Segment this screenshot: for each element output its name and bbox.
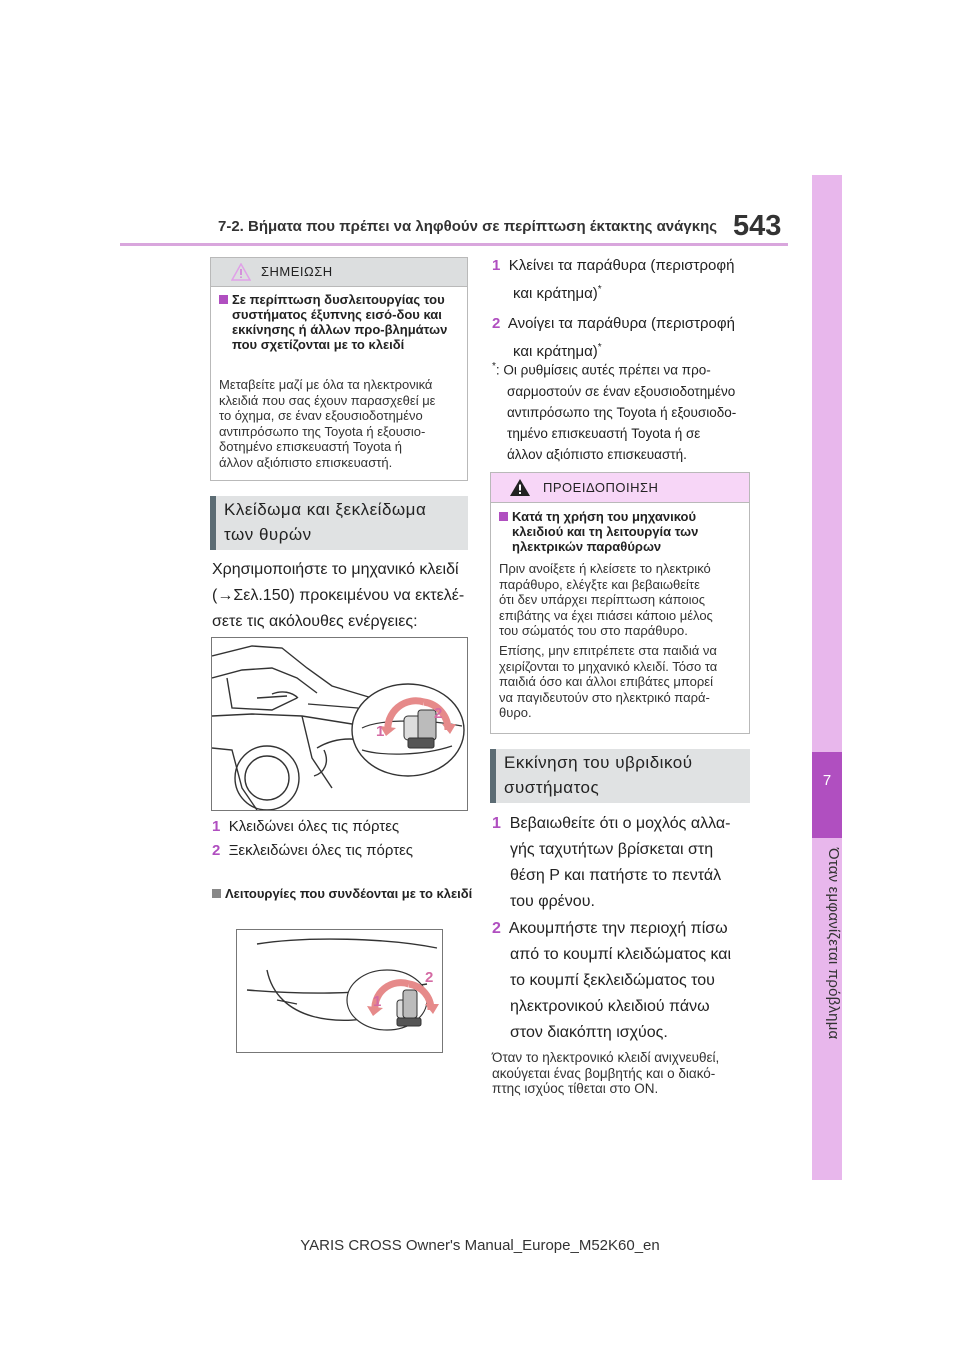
after-line: ακούγεται ένας βομβητής και ο διακό- (492, 1065, 716, 1081)
windows-footnote (492, 356, 762, 465)
caution-triangle-icon (231, 263, 251, 281)
footnote-line: : Οι ρυθμίσεις αυτές πρέπει να προ- (495, 362, 711, 378)
footnote-mark: * (597, 284, 602, 295)
step-text: Κλείνει τα παράθυρα (περιστροφή (508, 257, 735, 274)
note-bullet (219, 292, 461, 352)
step-text: το κουμπί ξεκλειδώματος του (510, 972, 715, 989)
step-number: 1 (492, 815, 501, 832)
warning-line: παράθυρο, ελέγξτε και βεβαιωθείτε (499, 576, 700, 592)
chapter-number: 7 (822, 772, 832, 789)
note-heading: ΣΗΜΕΙΩΣΗ (261, 264, 333, 279)
note-line: αντιπρόσωπο της Toyota ή εξουσιο- (219, 423, 426, 439)
fig-label-2: 2 (434, 705, 443, 722)
note-line: Μεταβείτε μαζί με όλα τα ηλεκτρονικά (219, 377, 433, 392)
section-title-line: των θυρών (224, 525, 312, 544)
warning-para-1 (499, 561, 747, 639)
warning-header (491, 473, 749, 503)
note-line: το όχημα, σε έναν εξουσιοδοτημένο (219, 408, 423, 423)
step-text: από το κουμπί κλειδώματος και (510, 946, 732, 963)
section-heading-hybrid (490, 749, 750, 803)
step-text: Κλειδώνει όλες τις πόρτες (228, 818, 400, 835)
door-handle-drawing (237, 930, 442, 1052)
section-heading-doors (210, 496, 468, 550)
bullet-square-icon (499, 512, 508, 521)
section-header: 7-2. Βήματα που πρέπει να ληφθούν σε περίπτωση έκτακτης ανάγκης (218, 218, 718, 235)
note-line: κλειδιά που σας έχουν παρασχεθεί με (219, 392, 436, 408)
step-text: Βεβαιωθείτε ότι ο μοχλός αλλα- (509, 815, 731, 832)
step-number: 1 (492, 257, 501, 274)
windows-step-list (492, 254, 762, 364)
windows-bullet (212, 886, 479, 901)
step-text: και κράτημα) (513, 285, 598, 302)
chapter-title: Όταν εμφανίζεται πρόβλημα (825, 848, 842, 1040)
doors-body-text (212, 557, 472, 635)
warning-line: ότι δεν υπάρχει περίπτωση κάποιος (499, 592, 705, 607)
note-box (210, 257, 468, 481)
hybrid-step-1 (492, 811, 762, 915)
warning-line: να παγιδευτούν στο ηλεκτρικό παρά- (499, 689, 710, 705)
warning-heading: ΠΡΟΕΙΔΟΠΟΙΗΣΗ (543, 480, 659, 495)
warning-line: παιδιά όσο και άλλοι επιβάτες μπορεί (499, 674, 713, 689)
step-text: Ακουμπήστε την περιοχή πίσω (508, 920, 728, 937)
bullet-square-icon (219, 295, 228, 304)
note-bullet-title: Σε περίπτωση δυσλειτουργίας του συστήματος έξυπνης εισό-δου και εκκίνησης ή άλλων προ-βλημάτων που σχετίζονται με το κλειδί (232, 292, 448, 352)
section-title-line: συστήματος (504, 778, 600, 797)
body-line: Χρησιμοποιήστε το μηχανικό κλειδί (212, 561, 459, 578)
page-number: 543 (733, 210, 782, 242)
note-line: δοτημένο επισκευαστή Toyota ή (219, 439, 403, 454)
warning-bullet-title: Κατά τη χρήση του μηχανικού κλειδιού και τη λειτουργία των ηλεκτρικών παραθύρων (512, 509, 699, 554)
header-rule (120, 243, 788, 246)
step-text: Ξεκλειδώνει όλες τις πόρτες (228, 842, 414, 859)
step-text: ηλεκτρονικού κλειδιού πάνω (510, 998, 710, 1015)
step-number: 2 (492, 315, 501, 332)
section-title-line: Εκκίνηση του υβριδικού (504, 753, 693, 772)
section-title-line: Κλείδωμα και ξεκλείδωμα (224, 500, 427, 519)
footnote-line: αντιπρόσωπο της Toyota ή εξουσιοδο- (507, 404, 737, 420)
step-text: στον διακόπτη ισχύος. (510, 1024, 668, 1041)
note-text (219, 377, 465, 470)
footer-manual-id: YARIS CROSS Owner's Manual_Europe_M52K60_en (300, 1237, 660, 1254)
footnote-line: τημένο επισκευαστή Toyota ή σε (507, 425, 701, 441)
car-door-drawing (212, 638, 467, 810)
step-number: 2 (492, 920, 501, 937)
warning-line: θυρο. (499, 705, 532, 720)
warning-line: του σώματός του στο παράθυρο. (499, 623, 688, 638)
step-text: θέση P και πατήστε το πεντάλ (510, 867, 722, 884)
step-text: γής ταχυτήτων βρίσκεται στη (510, 841, 714, 858)
warning-box (490, 472, 750, 734)
door-handle-illustration (236, 929, 443, 1053)
bullet-square-icon (212, 889, 221, 898)
body-line: σετε τις ακόλουθες ενέργειες: (212, 613, 418, 630)
hybrid-after-text (492, 1050, 762, 1097)
after-line: πτης ισχύος τίθεται στο ON. (492, 1081, 659, 1096)
note-header (211, 258, 467, 287)
warning-line: Επίσης, μην επιτρέπετε στα παιδιά να (499, 643, 717, 658)
list-item (492, 254, 762, 306)
step-number: 2 (212, 842, 221, 859)
warning-line: χειρίζονται το μηχανικό κλειδί. Τόσο τα (499, 658, 718, 674)
body-line: (→Σελ.150) προκειμένου να εκτελέ- (212, 587, 465, 604)
warning-para-2 (499, 643, 747, 721)
footnote-mark: * (597, 342, 602, 353)
step-text: Ανοίγει τα παράθυρα (περιστροφή (507, 315, 735, 332)
chapter-number-box (812, 752, 842, 838)
list-item (212, 839, 472, 863)
fig-label-1: 1 (376, 723, 385, 740)
step-text: του φρένου. (510, 893, 595, 910)
hybrid-step-2 (492, 916, 762, 1046)
warning-bullet (499, 509, 743, 554)
warning-triangle-icon (509, 478, 531, 497)
footnote-line: άλλον αξιόπιστο επισκευαστή. (507, 446, 687, 462)
door-key-illustration (211, 637, 468, 811)
windows-bullet-title: Λειτουργίες που συνδέονται με το κλειδί (225, 886, 473, 901)
warning-line: επιβάτης να έχει πιάσει κάποιο μέλος (499, 607, 713, 623)
doors-step-list (212, 815, 472, 863)
fig-label-1: 1 (373, 993, 382, 1010)
fig-label-2: 2 (425, 969, 434, 986)
step-number: 1 (212, 818, 221, 835)
note-line: άλλον αξιόπιστο επισκευαστή. (219, 454, 393, 470)
list-item (212, 815, 472, 839)
warning-line: Πριν ανοίξετε ή κλείσετε το ηλεκτρικό (499, 561, 711, 576)
after-line: Όταν το ηλεκτρονικό κλειδί ανιχνευθεί, (492, 1050, 720, 1065)
footnote-line: σαρμοστούν σε έναν εξουσιοδοτημένο (507, 383, 736, 399)
footnote-mark: * (492, 361, 496, 372)
step-text: και κράτημα) (513, 343, 598, 360)
